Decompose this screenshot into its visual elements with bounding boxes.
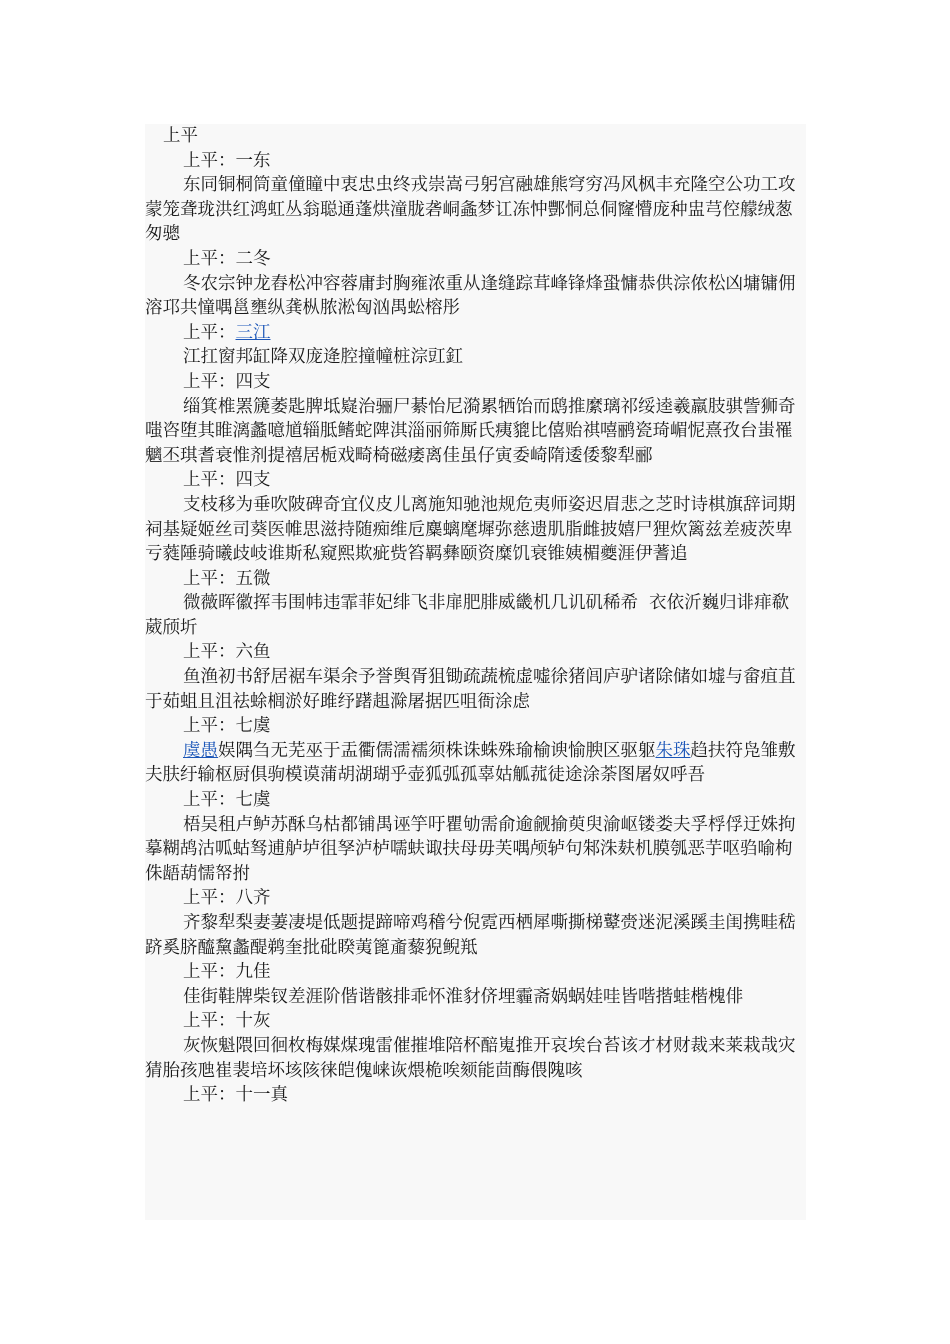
sanjiang-link[interactable]: 三江 [235, 322, 271, 343]
section-heading-qiyu-b: 上平：七虞 [183, 790, 271, 811]
section-heading-liuyu: 上平：六鱼 [183, 642, 271, 663]
section-heading-sizhi-a: 上平：四支 [183, 371, 271, 392]
section-heading-shihui: 上平：十灰 [183, 1011, 271, 1032]
section-body-qiyu-b: 梧吴租卢鲈苏酥乌枯都铺禺诬竽吁瞿劬需俞逾觎揄萸臾渝岖镂娄夫孚桴俘迂姝拘摹糊鸪沽呱蛄驽逋舻垆徂孥泸栌嚅蚨诹扶母毋芙喁颅轳句邾洙麸机膜瓠恶芋呕驺喻枸侏龉葫懦帑拊 [145, 814, 796, 884]
section-heading-qiyu-a: 上平：七虞 [183, 716, 271, 737]
section-body-baqi: 齐黎犁梨妻萋凄堤低题提蹄啼鸡稽兮倪霓西栖犀嘶撕梯鼙赍迷泥溪蹊圭闺携畦嵇跻奚脐醯黧蠡醍鹈奎批砒睽荑篦齑藜猊鲵羝 [145, 913, 796, 958]
section-body-erdong: 冬农宗钟龙舂松冲容蓉庸封胸雍浓重从逢缝踪茸峰锋烽蛩慵恭供淙侬松凶墉镛佣溶邛共憧喁邕壅纵龚枞脓淞匈汹禺蚣榕彤 [145, 273, 796, 319]
page-title: 上平 [163, 126, 198, 146]
document-page [145, 124, 806, 1220]
section-body-sizhi-b: 支枝移为垂吹陂碑奇宜仪皮儿离施知驰池规危夷师姿迟眉悲之芝时诗棋旗辞词期祠基疑姬丝司葵医帷思滋持随痴维卮麋螭麾墀弥慈遗肌脂雌披嬉尸狸炊篱兹差疲茨卑亏蕤陲骑曦歧岐谁斯私窥熙欺疵赀笞羁彝颐资糜饥衰锥姨楣夔涯伊蓍追 [145, 494, 796, 565]
section-heading-yidong: 上平：一东 [183, 150, 271, 171]
section-body-wuwei: 微薇晖徽挥韦围帏违霏菲妃绯飞非扉肥腓威畿机几讥矶稀希 衣依沂巍归诽痱欷葳颀圻 [145, 593, 790, 638]
section-heading-erdong: 上平：二冬 [183, 248, 271, 269]
yuyu-link[interactable]: 虞愚 [183, 740, 218, 761]
section-heading-sizhi-b: 上平：四支 [183, 470, 271, 491]
section-heading-baqi: 上平：八齐 [183, 888, 271, 909]
section-heading-sanjiang: 上平：三江 [183, 322, 271, 343]
section-body-sanjiang: 江扛窗邦缸降双庞逄腔撞幢桩淙豇釭 [183, 347, 463, 368]
section-body-sizhi-a: 缁箕椎罴篪萎匙脾坻嶷治骊尸綦怡尼漪累牺饴而鸱推縻璃祁绥逵羲羸肢骐訾狮奇嗤咨堕其睢漓蠡噫馗辎胝鳍蛇陴淇淄丽筛厮氏痍貔比僖贻祺嘻鹂瓷琦嵋怩熹孜台蚩罹魑丕琪耆衰惟剂提禧居栀戏畸椅磁痿离佳虽仔寅委崎隋逶倭黎犁郦 [145, 396, 796, 466]
zhuzhu-link[interactable]: 朱珠 [655, 740, 691, 761]
section-heading-shiyizhen: 上平：十一真 [183, 1085, 288, 1106]
section-body-yidong: 东同铜桐筒童僮瞳中衷忠虫终戎崇嵩弓躬宫融雄熊穹穷冯风枫丰充隆空公功工攻蒙笼聋珑洪红鸿虹丛翁聪通蓬烘潼胧砻峒螽梦讧冻忡酆恫总侗窿懵庞种盅芎倥艨绒葱匆骢 [145, 175, 796, 245]
section-body-liuyu: 鱼渔初书舒居裾车渠余予誉舆胥狙锄疏蔬梳虚嘘徐猪闾庐驴诸除储如墟与畲疽苴于茹蛆且沮祛蜍榈淤好雎纾躇趄滁屠据匹咀衙涂虑 [145, 667, 796, 712]
section-body-shihui: 灰恢魁隈回徊枚梅媒煤瑰雷催摧堆陪杯醅嵬推开哀埃台苔该才材财裁来莱栽哉灾猜胎孩虺崔裴培坏垓陔徕皑傀崃诙煨桅唉颏能茴酶偎隗咳 [145, 1035, 796, 1081]
section-body-qiyu-a: 虞愚娱隅刍无芜巫于盂衢儒濡襦须株诛蛛殊瑜榆谀愉腴区驱躯朱珠趋扶符凫雏敷夫肤纡输枢厨俱驹模谟蒲胡湖瑚乎壶狐弧孤辜姑觚菰徒途涂荼图屠奴呼吾 [145, 740, 796, 786]
section-heading-jiujia: 上平：九佳 [183, 962, 271, 983]
section-heading-wuwei: 上平：五微 [183, 568, 271, 589]
section-body-jiujia: 佳街鞋牌柴钗差涯阶偕谐骸排乖怀淮豺侪埋霾斋娲蜗娃哇皆喈揩蛙楷槐俳 [183, 986, 743, 1007]
